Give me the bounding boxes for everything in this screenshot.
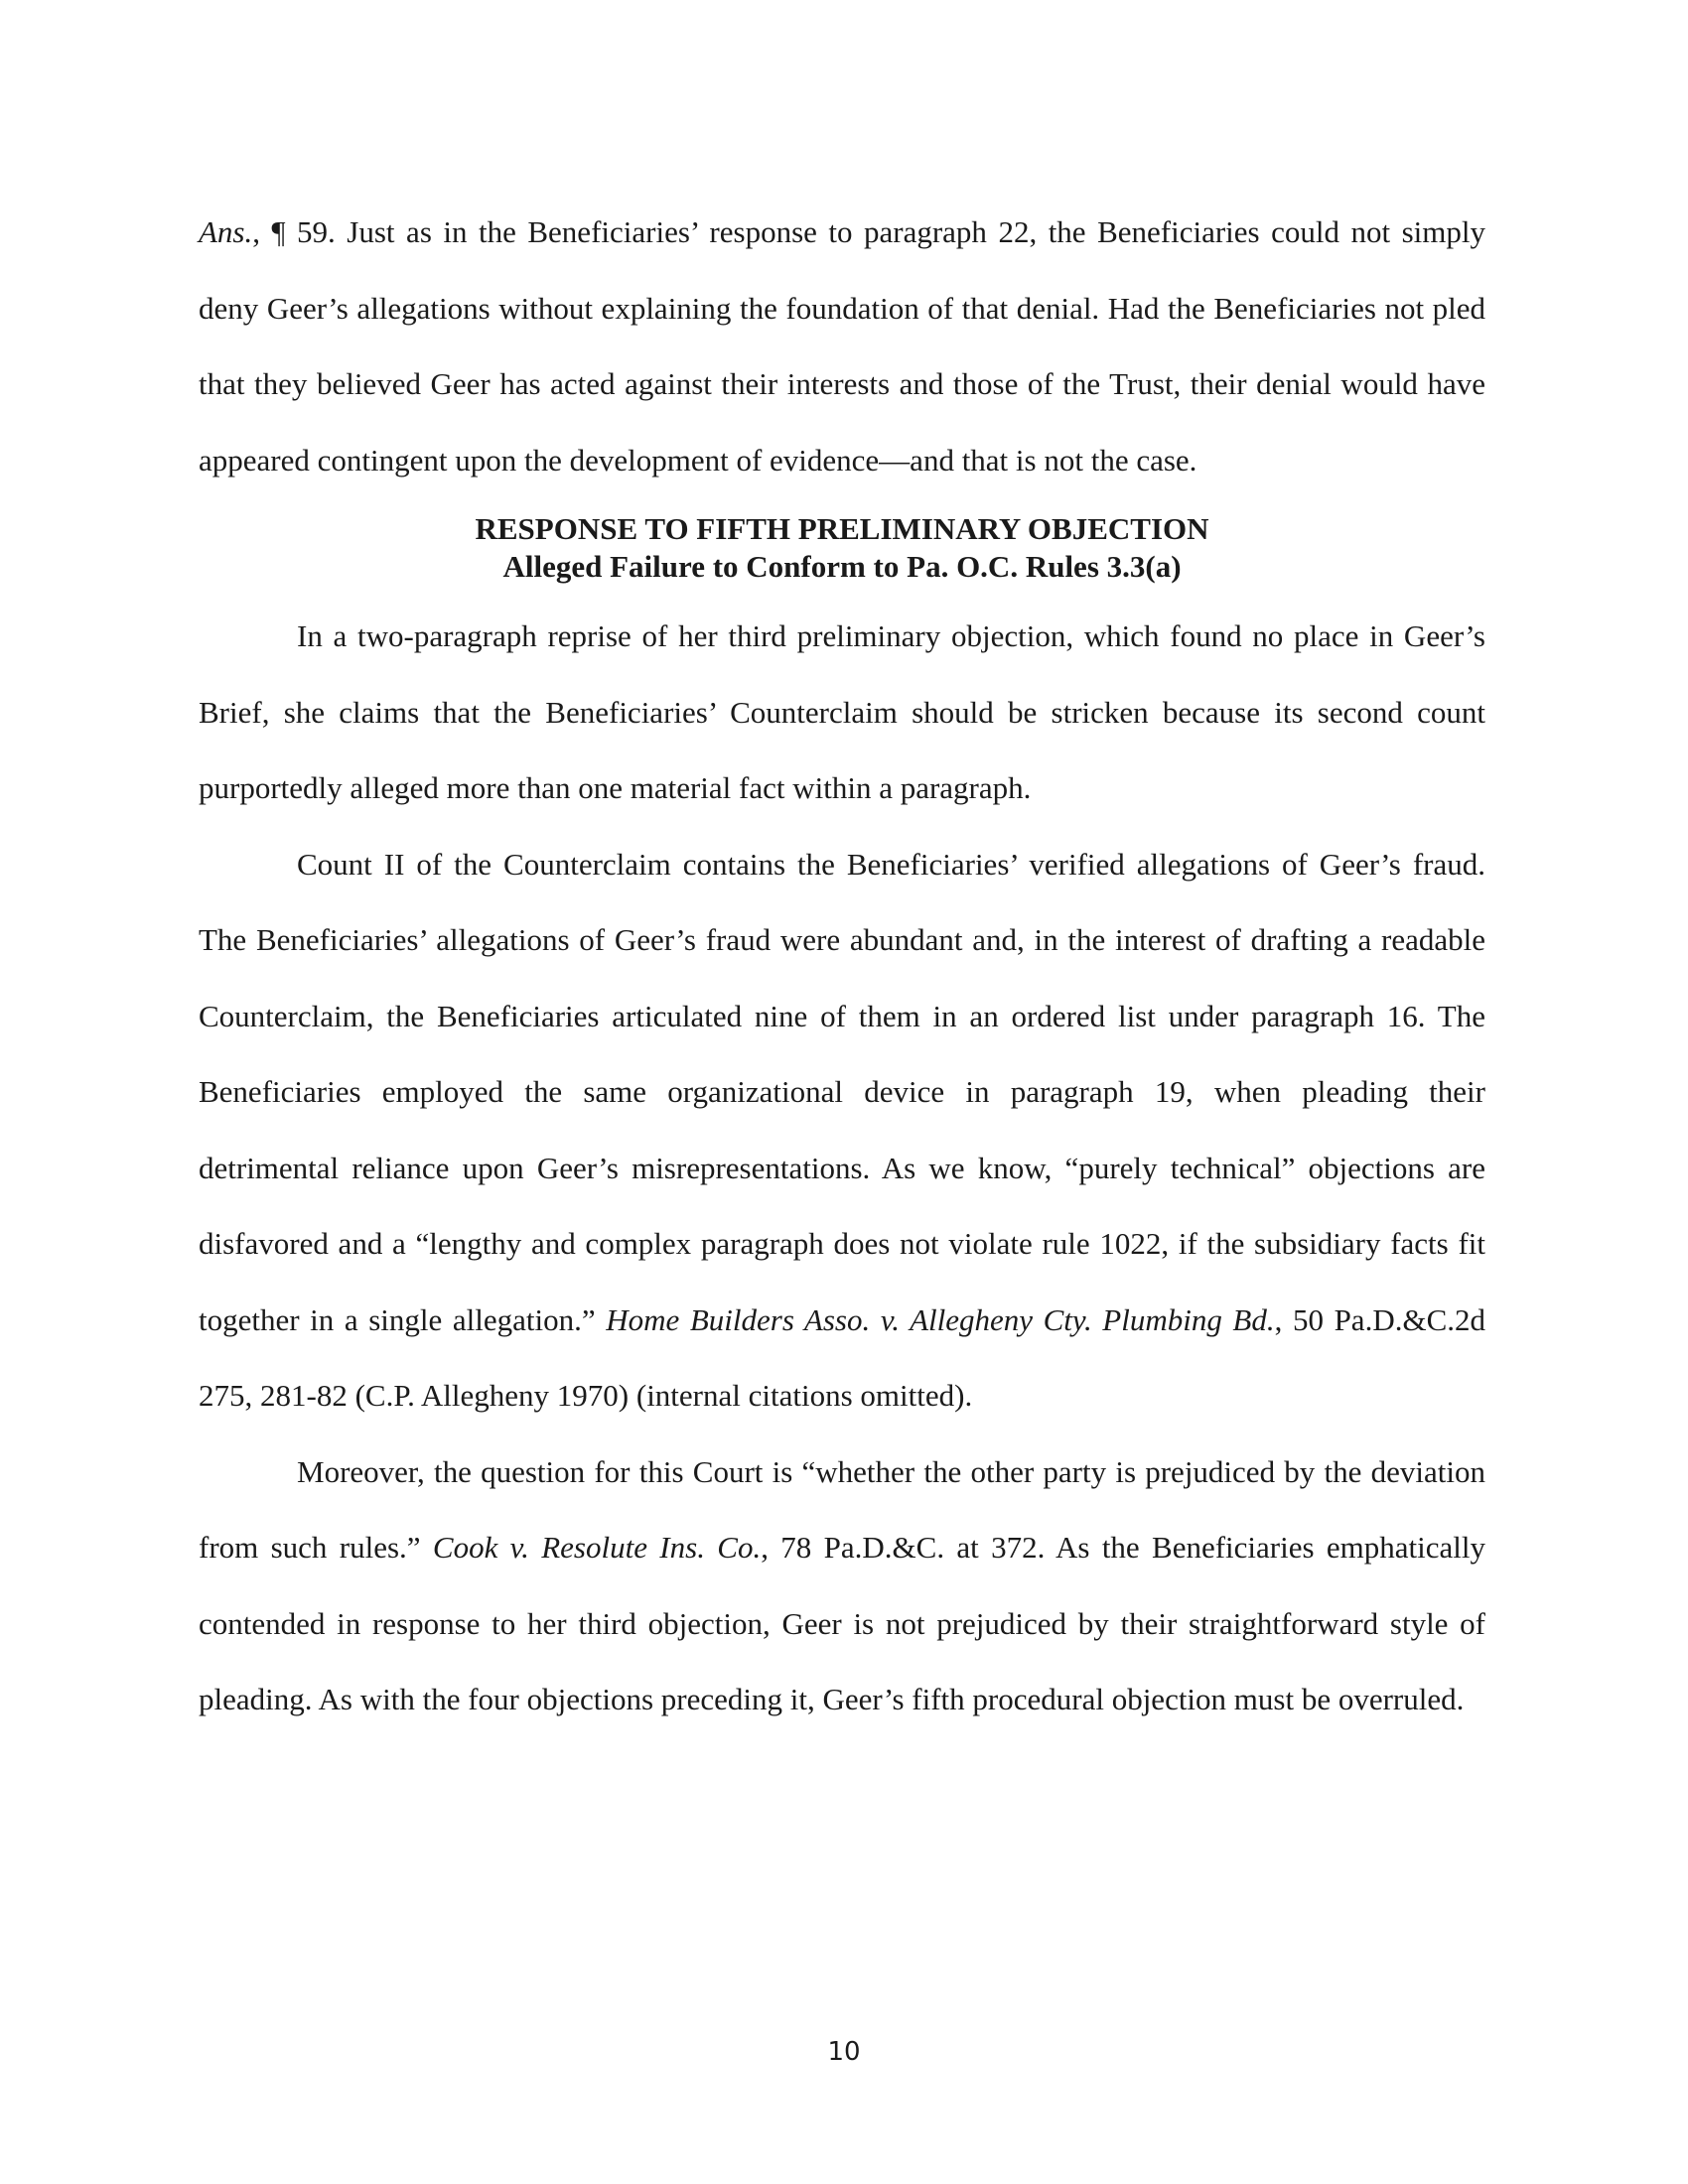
paragraph-reprise <box>199 599 1485 827</box>
document-page <box>199 195 1485 1738</box>
citation-italic: Home Builders Asso. v. Allegheny Cty. Plumbing Bd. <box>606 1301 1275 1337</box>
paragraph-text: , ¶ 59. Just as in the Beneficiaries’ response to paragraph 22, the Beneficiaries could not simply deny Geer’s allegations without explaining the foundation of that denial. Had the Beneficiaries not pled that they believed Geer has acted against their interests and those of the Trust, their denial would have appeared contingent upon the development of evidence—and that is not the case. <box>199 214 1485 478</box>
section-heading-subtitle: Alleged Failure to Conform to Pa. O.C. Rules 3.3(a) <box>502 549 1182 584</box>
page-number: 10 <box>827 2037 861 2067</box>
paragraph-prejudice <box>199 1434 1485 1738</box>
paragraph-text: Moreover, the question for this Court is “whether the other party is prejudiced by the deviation from such rules.” <box>199 1453 1485 1565</box>
paragraph-text: Count II of the Counterclaim contains the Beneficiaries’ verified allegations of Geer’s fraud. The Beneficiaries’ allegations of Geer’s fraud were abundant and, in the interest of drafting a readable Counterclaim, the Beneficiaries articulated nine of them in an ordered list under paragraph 16. The Beneficiaries employed the same organizational device in paragraph 19, when pleading their detrimental reliance upon Geer’s misrepresentations. As we know, “purely technical” objections are disfavored and a “lengthy and complex paragraph does not violate rule 1022, if the subsidiary facts fit together in a single allegation.” <box>199 846 1485 1337</box>
paragraph-text: , 78 Pa.D.&C. at 372. As the Beneficiaries emphatically contended in response to her third objection, Geer is not prejudiced by their straightforward style of pleading. As with the four objections preceding it, Geer’s fifth procedural objection must be overruled. <box>199 1530 1485 1716</box>
citation-italic: Cook v. Resolute Ins. Co. <box>432 1530 762 1565</box>
paragraph-text: , 50 Pa.D.&C.2d 275, 281-82 (C.P. Allegheny 1970) (internal citations omitted). <box>199 1301 1485 1413</box>
citation-italic: Ans. <box>199 214 253 249</box>
paragraph-count-ii <box>199 827 1485 1434</box>
section-heading-title: RESPONSE TO FIFTH PRELIMINARY OBJECTION <box>475 511 1209 546</box>
paragraph-continuation <box>199 195 1485 498</box>
section-heading <box>199 510 1485 586</box>
paragraph-text: In a two-paragraph reprise of her third preliminary objection, which found no place in Geer’s Brief, she claims that the Beneficiaries’ Counterclaim should be stricken because its second count purportedly alleged more than one material fact within a paragraph. <box>199 618 1485 805</box>
